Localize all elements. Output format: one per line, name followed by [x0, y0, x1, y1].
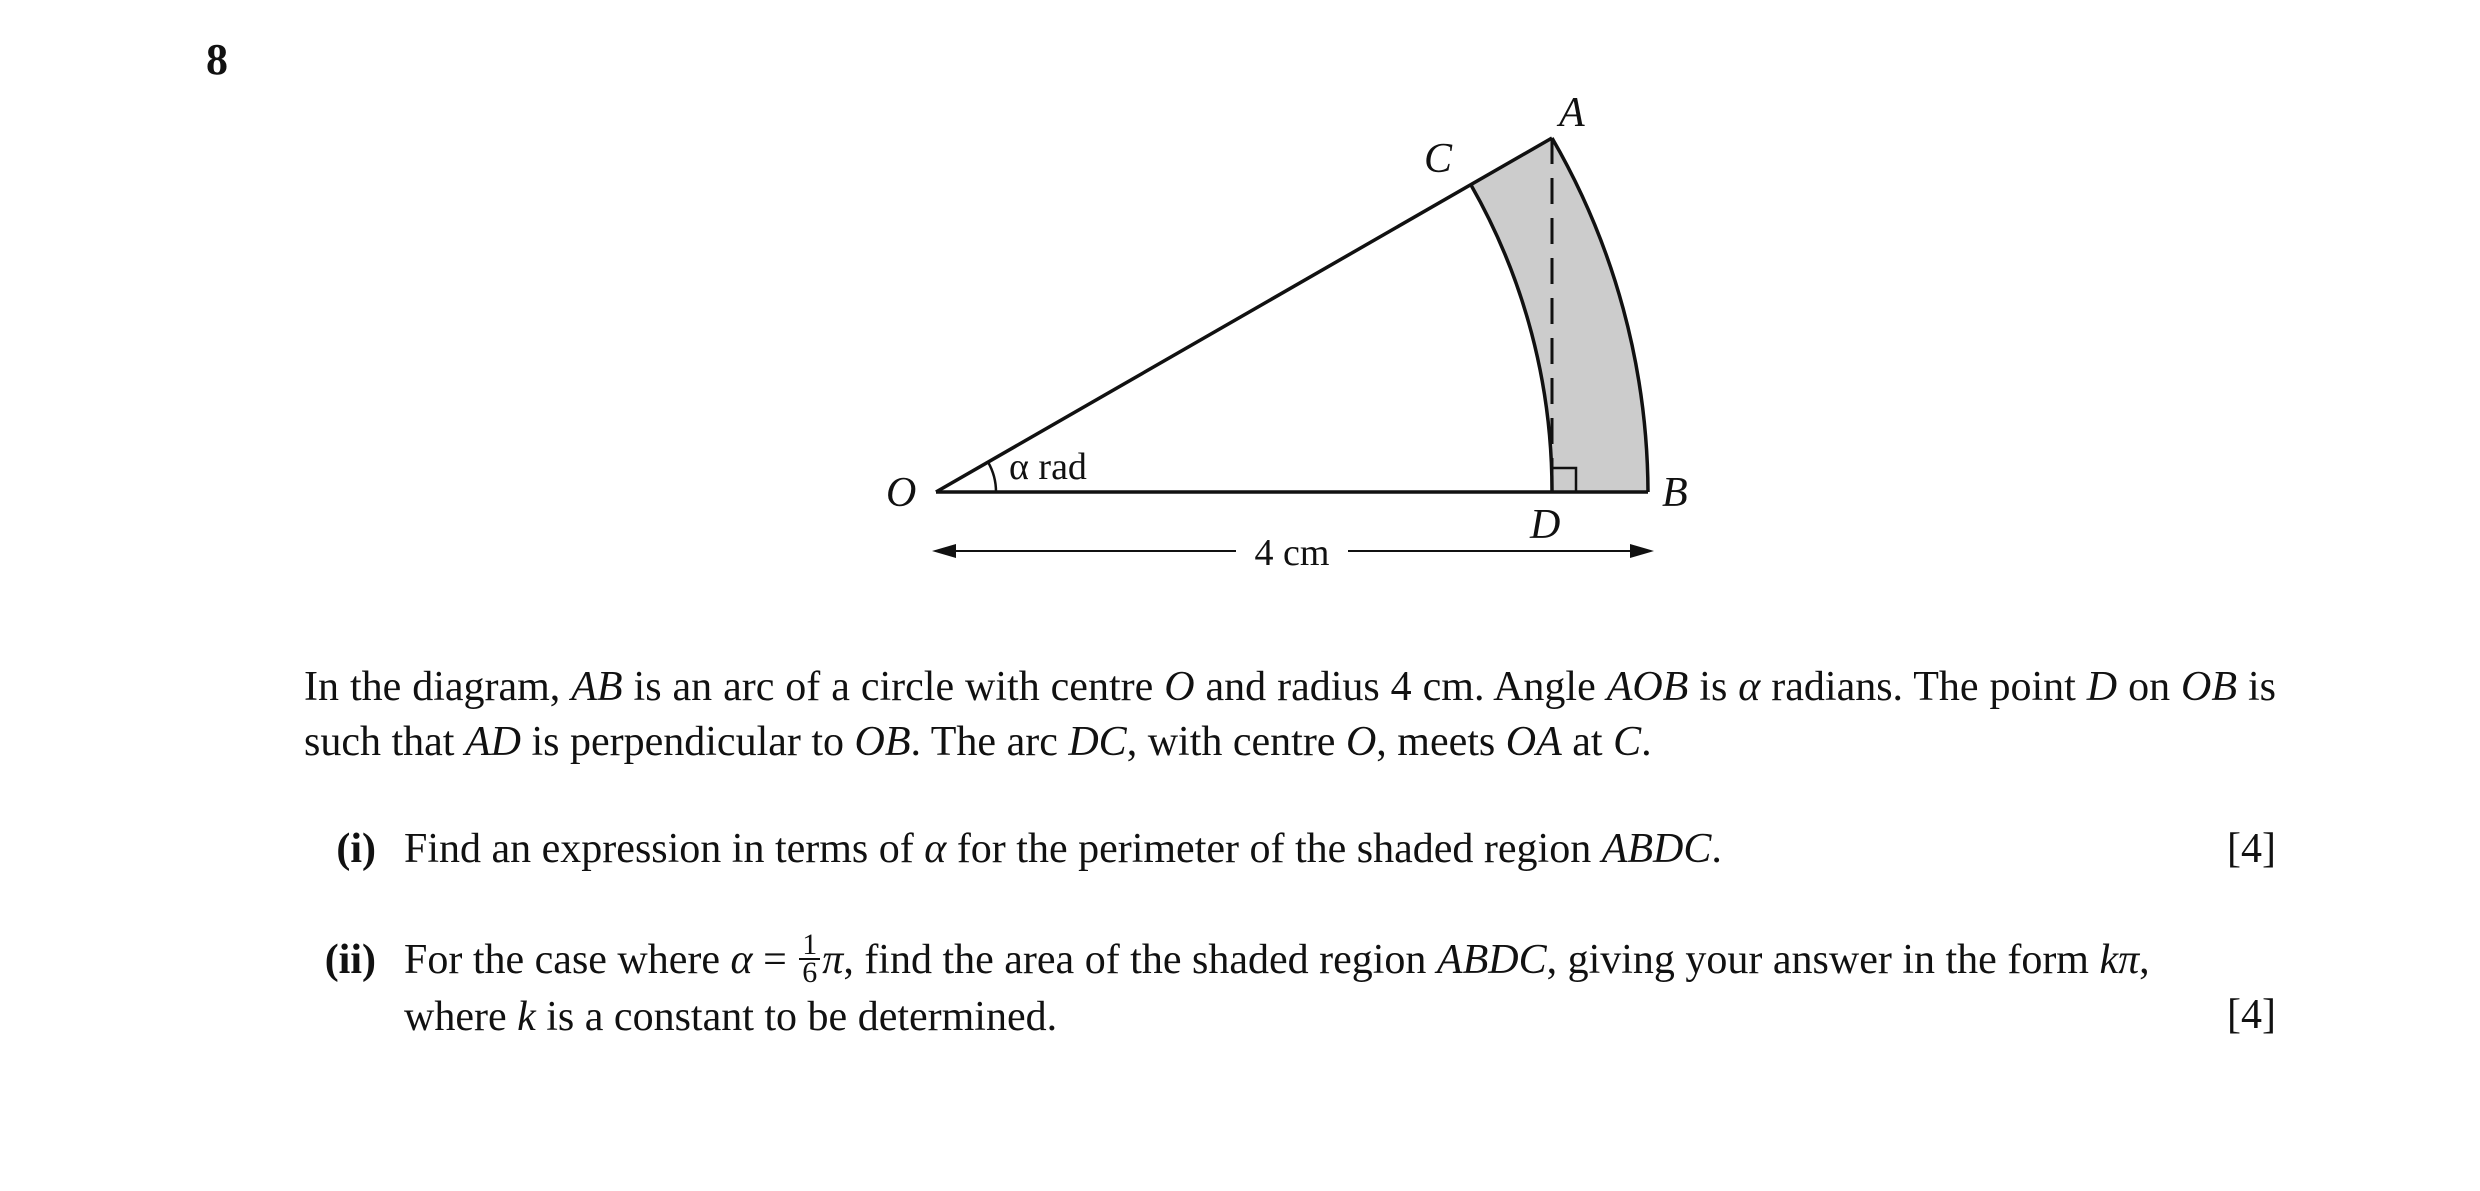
part-ii: [304, 928, 2276, 1053]
part-i-text: Find an expression in terms of α for the perimeter of the shaded region ABDC.: [404, 826, 1722, 872]
part-i-marks: [4]: [2227, 826, 2276, 872]
label-b: B: [1662, 470, 1688, 516]
label-angle: α rad: [1009, 446, 1087, 488]
part-i: [304, 822, 2276, 882]
label-d: D: [1530, 502, 1561, 548]
shaded-region-abdc: [1471, 138, 1648, 492]
angle-arc-o: [988, 462, 996, 492]
label-c: C: [1424, 136, 1453, 182]
arrowhead-left: [932, 544, 956, 558]
fraction-one-sixth: $\frac{1}{6}$: [799, 932, 820, 986]
part-ii-marks: [4]: [2227, 992, 2276, 1038]
line-oa: [936, 138, 1552, 492]
part-ii-text: For the case where α = $\frac{1}{6}$ π, find the area of the shaded region ABDC, giving your answer in the form kπ, where k is a constant to be determined.: [404, 928, 2150, 1041]
arrowhead-right: [1630, 544, 1654, 558]
part-ii-label: (ii): [324, 937, 376, 983]
label-o: O: [886, 470, 917, 516]
label-length: 4 cm: [1254, 532, 1330, 574]
label-a: A: [1559, 90, 1585, 136]
question-number: 8: [206, 35, 228, 84]
part-i-label: (i): [336, 826, 376, 872]
question-intro: In the diagram, AB is an arc of a circle with centre O and radius 4 cm. Angle AOB is α radians. The point D on OB is such that AD is perpendicular to OB. The arc DC, with centre O, meets OA at C.: [304, 664, 2277, 765]
